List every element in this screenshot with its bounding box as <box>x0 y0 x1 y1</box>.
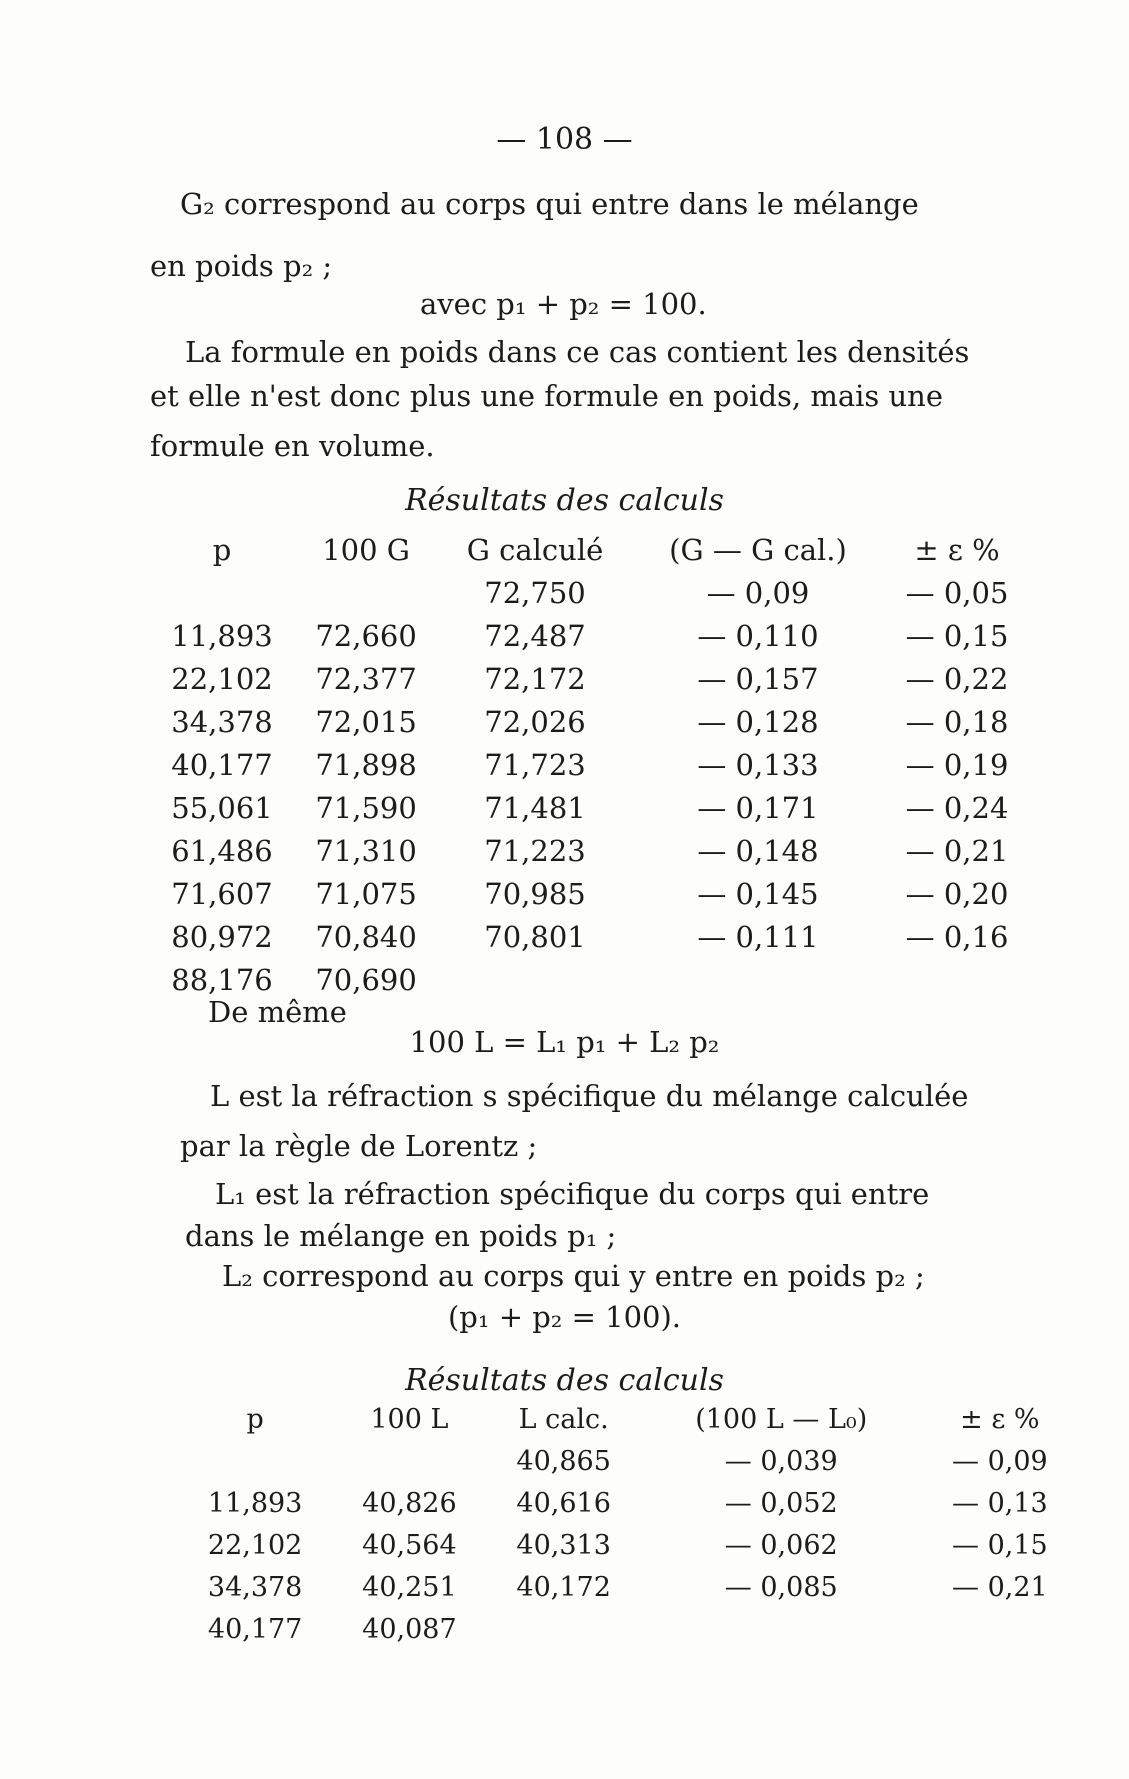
table-cell: 72,015 <box>315 704 417 739</box>
table2-header-row <box>178 1398 1078 1440</box>
table-cell: — 0,111 <box>697 919 819 954</box>
table-cell: 55,061 <box>171 790 273 825</box>
table-row <box>178 1482 1078 1524</box>
table-cell: — 0,18 <box>905 704 1009 739</box>
table-cell: — 0,09 <box>952 1445 1048 1477</box>
table2-header-epsilon: ± ε % <box>960 1403 1040 1435</box>
table-cell: 72,026 <box>484 704 586 739</box>
table-cell: 40,564 <box>362 1529 457 1561</box>
table-cell: 40,087 <box>362 1613 457 1645</box>
table-cell: — 0,157 <box>697 661 819 696</box>
table-row <box>150 915 1030 958</box>
table-cell <box>632 958 884 1001</box>
table-cell: — 0,062 <box>724 1529 838 1561</box>
table-cell: — 0,16 <box>905 919 1009 954</box>
table-cell: 40,313 <box>516 1529 611 1561</box>
table-cell: — 0,110 <box>697 618 819 653</box>
table-row <box>150 743 1030 786</box>
table-row <box>150 872 1030 915</box>
table-cell: 71,898 <box>315 747 417 782</box>
table1-header-p: p <box>212 532 232 567</box>
table-cell: — 0,052 <box>724 1487 838 1519</box>
table-cell: 71,223 <box>484 833 586 868</box>
table-cell: 40,177 <box>207 1613 303 1645</box>
table-cell: 40,177 <box>171 747 273 782</box>
table-cell <box>884 958 1030 1001</box>
table-cell: — 0,24 <box>905 790 1009 825</box>
table-cell: 70,985 <box>484 876 586 911</box>
middle-line-6: (p₁ + p₂ = 100). <box>447 1300 682 1334</box>
intro-line-3: avec p₁ + p₂ = 100. <box>420 287 707 321</box>
table2-title: Résultats des calculs <box>405 1363 724 1398</box>
table-cell: 71,723 <box>484 747 586 782</box>
table-cell: 70,840 <box>315 919 417 954</box>
table-cell: 61,486 <box>171 833 273 868</box>
table-row <box>150 614 1030 657</box>
intro-line-1: G₂ correspond au corps qui entre dans le mélange <box>180 187 919 221</box>
table-cell: — 0,15 <box>905 618 1009 653</box>
table-cell: 72,487 <box>484 618 586 653</box>
table-cell: — 0,05 <box>905 575 1009 610</box>
page-number: — 108 — <box>496 122 633 157</box>
table-cell <box>922 1608 1078 1650</box>
table-cell: 22,102 <box>207 1529 303 1561</box>
table-cell: — 0,171 <box>697 790 819 825</box>
table1-header-epsilon: ± ε % <box>914 532 1000 567</box>
table-cell <box>294 571 438 614</box>
table-row <box>178 1524 1078 1566</box>
table-cell: 72,377 <box>315 661 417 696</box>
table-cell: 40,172 <box>516 1571 611 1603</box>
results-table-1 <box>150 528 1030 1001</box>
table-cell: — 0,15 <box>952 1529 1048 1561</box>
table-cell: 34,378 <box>207 1571 303 1603</box>
table2-header-100l: 100 L <box>370 1403 449 1435</box>
intro-line-2: en poids p₂ ; <box>150 249 333 283</box>
table-cell: 70,690 <box>315 962 417 997</box>
intro-para2-line-3: formule en volume. <box>150 429 435 463</box>
table-cell: — 0,20 <box>905 876 1009 911</box>
table1-title: Résultats des calculs <box>405 483 724 518</box>
table-row <box>178 1440 1078 1482</box>
table-cell: 11,893 <box>207 1487 303 1519</box>
table-cell: — 0,21 <box>905 833 1009 868</box>
table-row <box>178 1608 1078 1650</box>
table-cell: — 0,09 <box>706 575 810 610</box>
table-cell: 80,972 <box>171 919 273 954</box>
table2-header-difference: (100 L — L₀) <box>695 1403 868 1435</box>
middle-line-5: L₂ correspond au corps qui y entre en poids p₂ ; <box>222 1259 925 1293</box>
middle-line-1: L est la réfraction s spécifique du mélange calculée <box>210 1079 969 1113</box>
middle-line-4: dans le mélange en poids p₁ ; <box>185 1219 617 1253</box>
results-table-2 <box>178 1398 1078 1650</box>
table-cell: — 0,21 <box>952 1571 1048 1603</box>
table-cell: 71,310 <box>315 833 417 868</box>
table-cell: 22,102 <box>171 661 273 696</box>
table2-header-p: p <box>246 1403 264 1435</box>
table1-header-g-calcule: G calculé <box>466 532 604 567</box>
table-row <box>150 657 1030 700</box>
table-cell: 40,251 <box>362 1571 457 1603</box>
table-cell: 34,378 <box>171 704 273 739</box>
table-cell: — 0,19 <box>905 747 1009 782</box>
middle-line-2: par la règle de Lorentz ; <box>180 1129 538 1163</box>
table-cell: — 0,039 <box>724 1445 838 1477</box>
table-row <box>150 700 1030 743</box>
table-cell <box>641 1608 922 1650</box>
table-row <box>178 1566 1078 1608</box>
table-row <box>150 786 1030 829</box>
table-cell <box>438 958 632 1001</box>
table-cell <box>332 1440 486 1482</box>
table1-header-difference: (G — G cal.) <box>669 532 847 567</box>
table-cell: 71,481 <box>484 790 586 825</box>
table-row <box>150 829 1030 872</box>
intro-para2-line-1: La formule en poids dans ce cas contient les densités <box>185 335 970 369</box>
table-cell: 72,172 <box>484 661 586 696</box>
middle-line-3: L₁ est la réfraction spécifique du corps qui entre <box>215 1177 930 1211</box>
table-cell <box>487 1608 641 1650</box>
table-cell: — 0,085 <box>724 1571 838 1603</box>
table-row <box>150 571 1030 614</box>
table-cell: 40,616 <box>516 1487 611 1519</box>
table-cell <box>178 1440 332 1482</box>
table-cell: 88,176 <box>171 962 273 997</box>
intro-para2-line-2: et elle n'est donc plus une formule en poids, mais une <box>150 379 944 413</box>
table-cell: 40,826 <box>362 1487 457 1519</box>
table-cell: 72,660 <box>315 618 417 653</box>
table-cell: 40,865 <box>516 1445 611 1477</box>
table-cell: — 0,128 <box>697 704 819 739</box>
table-cell <box>150 571 294 614</box>
table-cell: — 0,13 <box>952 1487 1048 1519</box>
table-cell: 71,590 <box>315 790 417 825</box>
table-cell: — 0,22 <box>905 661 1009 696</box>
table-cell: 72,750 <box>484 575 586 610</box>
table-cell: — 0,145 <box>697 876 819 911</box>
table-cell: — 0,148 <box>697 833 819 868</box>
table2-header-l-calc: L calc. <box>518 1403 609 1435</box>
table1-header-row <box>150 528 1030 571</box>
lorentz-formula: 100 L = L₁ p₁ + L₂ p₂ <box>409 1025 720 1059</box>
table-cell: — 0,133 <box>697 747 819 782</box>
table-cell: 71,075 <box>315 876 417 911</box>
table1-header-100g: 100 G <box>322 532 410 567</box>
de-meme-text: De même <box>208 995 347 1029</box>
table-cell: 11,893 <box>171 618 273 653</box>
table-cell: 70,801 <box>484 919 586 954</box>
table-cell: 71,607 <box>171 876 273 911</box>
